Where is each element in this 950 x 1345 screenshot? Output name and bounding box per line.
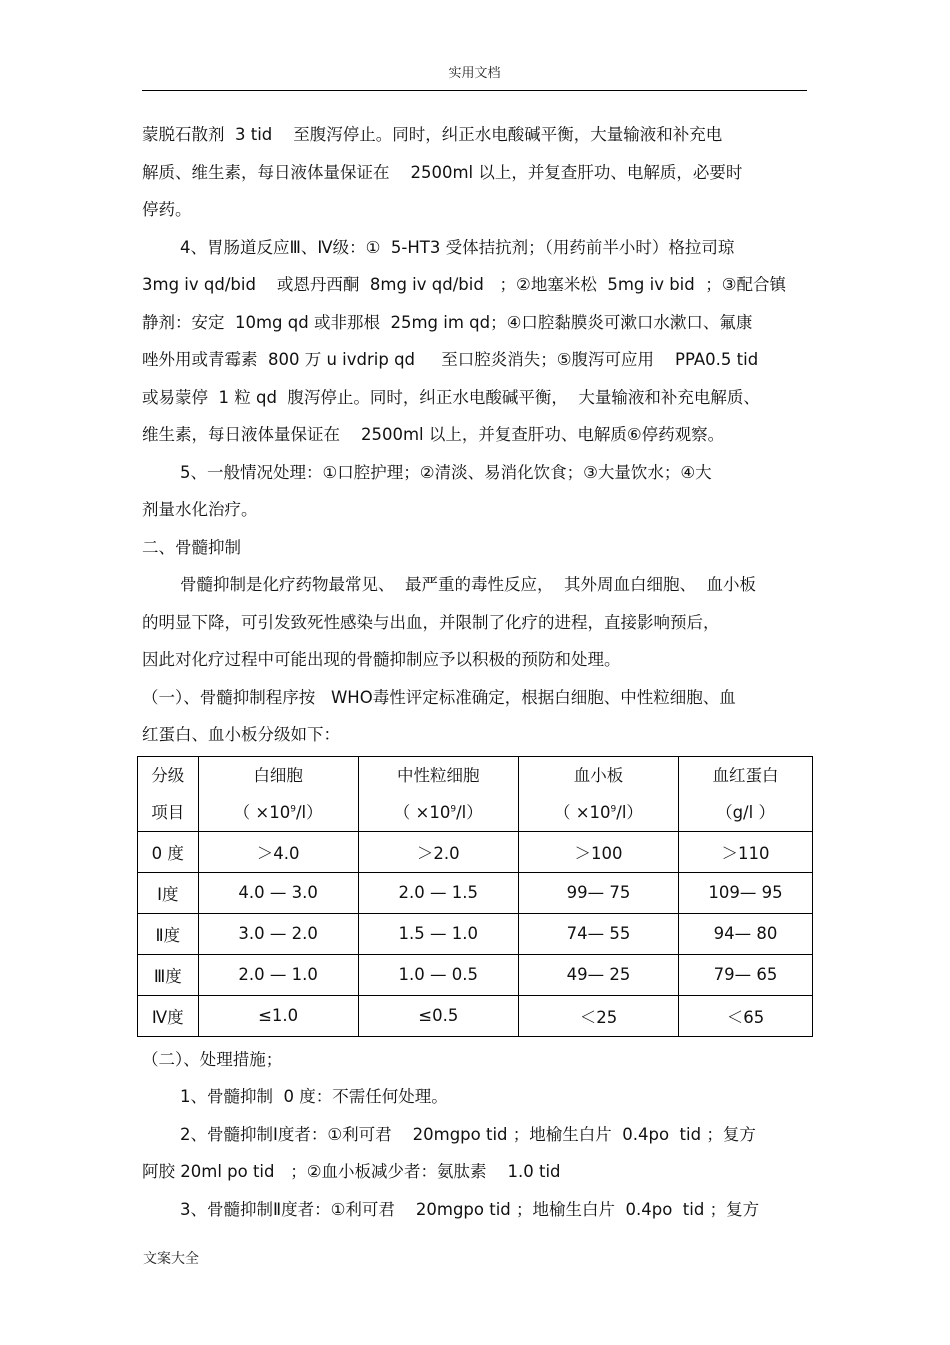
header-unit: /l）	[295, 802, 323, 822]
header-cell-wbc	[198, 756, 358, 831]
header-unit: （ ×10	[393, 802, 451, 822]
paragraph-line: 4、胃肠道反应Ⅲ、Ⅳ级：① 5-HT3 受体拮抗剂；（用药前半小时）格拉司琼	[180, 237, 735, 257]
paragraphs-top	[142, 116, 810, 754]
value-cell: 49— 25	[518, 954, 678, 995]
value-cell: 74— 55	[518, 913, 678, 954]
value-cell: 94— 80	[679, 913, 813, 954]
table-row	[138, 872, 813, 913]
header-unit-exponent: 9	[610, 804, 617, 814]
header-text: 血红蛋白	[712, 765, 779, 785]
page-header: 实用文档	[448, 66, 501, 81]
paragraph-line: 或易蒙停 1 粒 qd 腹泻停止。同时，纠正水电酸碱平衡， 大量输液和补充电解质、	[142, 387, 760, 407]
value-cell: 3.0 — 2.0	[198, 913, 358, 954]
paragraph-line: 红蛋白、血小板分级如下：	[142, 725, 340, 744]
grade-cell: Ⅰ度	[138, 872, 199, 913]
header-unit: （ ×10	[233, 802, 291, 822]
paragraph-line: 二、骨髓抑制	[142, 537, 241, 557]
header-text: 白细胞	[253, 765, 303, 785]
header-text: 项目	[151, 802, 185, 822]
value-cell: ＞2.0	[358, 831, 518, 872]
paragraph-line: 静剂：安定 10mg qd 或非那根 25mg im qd；④口腔黏膜炎可漱口水漱口、氟康	[142, 312, 753, 332]
value-cell: 1.0 — 0.5	[358, 954, 518, 995]
document-body	[142, 116, 810, 1228]
value-cell: 2.0 — 1.0	[198, 954, 358, 995]
paragraphs-bottom	[142, 1041, 810, 1229]
value-cell: ＞100	[518, 831, 678, 872]
paragraph-line: 2、骨髓抑制Ⅰ度者：①利可君 20mgpo tid ；地榆生白片 0.4po tid ；复方	[180, 1124, 756, 1144]
header-text: 分级	[151, 765, 185, 785]
paragraph-line: 1、骨髓抑制 0 度：不需任何处理。	[180, 1087, 448, 1106]
paragraph-line: 蒙脱石散剂 3 tid 至腹泻停止。同时，纠正水电酸碱平衡，大量输液和补充电	[142, 125, 723, 144]
paragraph-line: 维生素，每日液体量保证在 2500ml 以上，并复查肝功、电解质⑥停药观察。	[142, 425, 725, 444]
myelosuppression-grade-table	[137, 756, 813, 1037]
value-cell: ＜65	[679, 995, 813, 1036]
grade-cell: Ⅱ度	[138, 913, 199, 954]
value-cell: ≤1.0	[198, 995, 358, 1036]
value-cell: ＞110	[679, 831, 813, 872]
paragraph-line: 停药。	[142, 200, 192, 219]
header-divider	[142, 90, 807, 91]
table-body	[138, 831, 813, 1036]
paragraph-line: 解质、维生素，每日液体量保证在 2500ml 以上，并复查肝功、电解质，必要时	[142, 162, 743, 182]
table-row	[138, 995, 813, 1036]
paragraph-line: 5、一般情况处理：①口腔护理；②清淡、易消化饮食；③大量饮水；④大	[180, 462, 712, 482]
table-row	[138, 954, 813, 995]
paragraph-line: 阿胶 20ml po tid ；②血小板减少者：氨肽素 1.0 tid	[142, 1162, 561, 1181]
table-row	[138, 831, 813, 872]
paragraph-line: 3、骨髓抑制Ⅱ度者：①利可君 20mgpo tid ；地榆生白片 0.4po tid ；复方	[180, 1199, 760, 1219]
header-text: 血小板	[573, 765, 624, 785]
paragraph-line: 因此对化疗过程中可能出现的骨髓抑制应予以积极的预防和处理。	[142, 650, 621, 669]
header-unit-exponent: 9	[450, 804, 457, 814]
header-cell-platelet	[518, 756, 678, 831]
paragraph-line: 3mg iv qd/bid 或恩丹西酮 8mg iv qd/bid ；②地塞米松 5mg iv bid ；③配合镇	[142, 275, 787, 294]
header-text: 中性粒细胞	[397, 765, 480, 785]
value-cell: 99— 75	[518, 872, 678, 913]
value-cell: ＜25	[518, 995, 678, 1036]
paragraph-line: 剂量水化治疗。	[142, 500, 258, 519]
value-cell: ＞4.0	[198, 831, 358, 872]
page-footer: 文案大全	[143, 1251, 199, 1267]
table-header-row	[138, 756, 813, 831]
grade-cell: Ⅲ度	[138, 954, 199, 995]
header-unit: /l）	[456, 802, 483, 822]
value-cell: 4.0 — 3.0	[198, 872, 358, 913]
header-cell-neutrophil	[358, 756, 518, 831]
value-cell: 1.5 — 1.0	[358, 913, 518, 954]
grade-cell: Ⅳ度	[138, 995, 199, 1036]
header-unit-exponent: 9	[290, 804, 296, 814]
paragraph-line: （二）、处理措施；	[142, 1049, 283, 1069]
value-cell: ≤0.5	[358, 995, 518, 1036]
grade-cell: 0 度	[138, 831, 199, 872]
paragraph-line: （一）、骨髓抑制程序按 WHO毒性评定标准确定，根据白细胞、中性粒细胞、血	[142, 687, 736, 707]
value-cell: 79— 65	[679, 954, 813, 995]
header-unit: （ ×10	[553, 802, 611, 822]
table-row	[138, 913, 813, 954]
paragraph-line: 的明显下降，可引发致死性感染与出血，并限制了化疗的进程，直接影响预后，	[142, 612, 720, 632]
header-unit: （g/l ）	[716, 802, 775, 822]
header-cell-grade	[138, 756, 199, 831]
header-cell-hemoglobin	[679, 756, 813, 831]
paragraph-line: 骨髓抑制是化疗药物最常见、 最严重的毒性反应， 其外周血白细胞、 血小板	[180, 575, 756, 594]
value-cell: 2.0 — 1.5	[358, 872, 518, 913]
value-cell: 109— 95	[679, 872, 813, 913]
header-unit: /l）	[616, 802, 643, 822]
paragraph-line: 唑外用或青霉素 800 万 u ivdrip qd 至口腔炎消失；⑤腹泻可应用 PPA0.5 tid	[142, 350, 759, 369]
